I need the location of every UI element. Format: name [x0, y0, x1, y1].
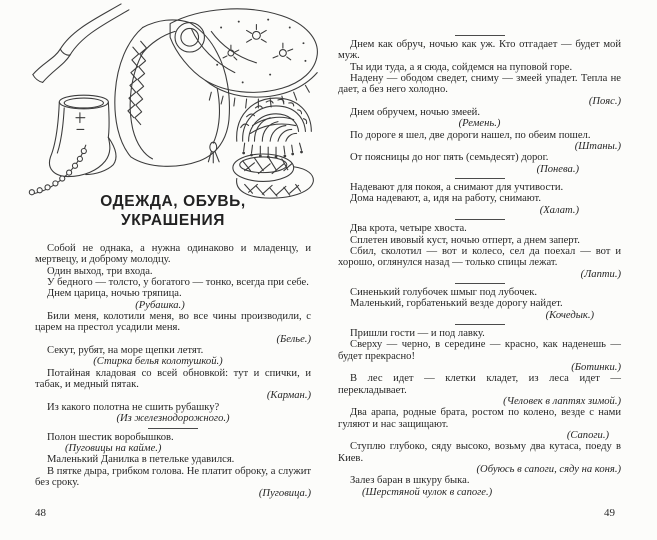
riddle-text: Били меня, колотили меня, во все чины производили, с царем на престол усадили меня. [35, 311, 311, 334]
divider-line [455, 178, 505, 179]
riddle-text: Сверху — черно, в середине — красно, как наденешь — будет прекрасно! [338, 339, 621, 362]
riddle-answer: (Шерстяной чулок в сапоге.) [362, 486, 493, 498]
riddle-answer: (Пуговица.) [258, 488, 311, 500]
riddle-text: Дома надевают, а, идя на работу, снимают. [350, 193, 542, 205]
riddle-text: Надевают для покоя, а снимают для учтивости. [350, 182, 564, 194]
riddle-answer: (Человек в лаптях зимой.) [503, 395, 621, 407]
divider-line [455, 283, 505, 284]
riddle-text: Днем как обруч, ночью как уж. Кто отгадает — будет мой муж. [338, 39, 621, 62]
riddle-text: Синенький голубочек шмыг под лубочек. [350, 286, 538, 298]
riddle-text: В пятке дыра, грибком голова. Не платит оброку, а служит без сроку. [35, 465, 311, 488]
clothing-illustration [22, 2, 330, 204]
riddle-text: Днем обручем, ночью змеей. [350, 107, 480, 119]
riddle-text: Пришли гости — и под лавку. [350, 327, 485, 339]
section-divider [338, 322, 621, 327]
riddle-answer: (Пуговицы на кайме.) [65, 442, 162, 454]
riddle-text: Сбил, сколотил — вот и колесо, сел да поехал — вот и хорошо, оглянулся назад — только спицы лежат. [338, 245, 621, 269]
kokoshnik-headdress-drawing [237, 98, 312, 158]
riddle-text: Залез баран в шкуру быка. [350, 475, 470, 487]
riddle-text: Надену — ободом сведет, сниму — змеей упадет. Тепла не дает, а без него холодно. [338, 73, 621, 96]
riddle-text: Сплетен ивовый куст, ночью отперт, а днем заперт. [350, 234, 580, 246]
left-page-text [35, 243, 311, 500]
page-number-right: 49 [604, 507, 615, 519]
riddle-text: У бедного — толсто, у богатого — тонко, всегда при себе. [47, 277, 309, 289]
riddle-text: Днем царица, ночью тряпица. [47, 288, 182, 300]
riddle-text: Потайная кладовая со всей обновкой: тут и спички, и табак, и медный пятак. [35, 367, 311, 391]
riddle-text: В лес идет — клетки кладет, из леса идет — перекладывает. [338, 373, 621, 396]
riddle-text: Ты иди туда, а я сюда, сойдемся на пуповой горе. [350, 61, 573, 73]
riddle-answer: (Кочедык.) [545, 309, 594, 321]
section-divider [338, 176, 621, 181]
riddle-text: Маленький Данилка в петельке удавился. [47, 454, 235, 466]
section-divider [338, 217, 621, 222]
riddle-answer: (Стирка белья колотушкой.) [93, 356, 223, 368]
section-divider [338, 33, 621, 38]
section-divider [35, 426, 311, 431]
riddle-answer: (Халат.) [539, 204, 579, 216]
divider-line [148, 428, 198, 429]
riddle-answer: (Обуюсь в сапоги, сяду на коня.) [476, 464, 621, 476]
riddle-text: От поясницы до ног пять (семьдесят) дорог. [350, 152, 549, 164]
divider-line [455, 219, 505, 220]
riddle-answer: (Белье.) [276, 333, 311, 345]
section-heading [35, 192, 311, 230]
riddle-answer: (Ремень.) [458, 118, 501, 130]
riddle-answer: (Ботинки.) [571, 361, 621, 373]
riddle-text: Один выход, три входа. [47, 265, 153, 277]
divider-line [455, 35, 505, 36]
riddle-text: Маленький, горбатенький везде дорогу найдет. [350, 298, 563, 310]
section-heading-line1: ОДЕЖДА, ОБУВЬ, [100, 193, 246, 210]
ribbon-sash-drawing [33, 4, 129, 82]
boot-drawing [49, 95, 116, 176]
riddle-answer: (Пояс.) [588, 95, 621, 107]
riddle-answer: (Рубашка.) [135, 299, 185, 311]
right-page-text [338, 32, 621, 498]
riddle-answer: (Из железнодорожного.) [116, 413, 230, 425]
riddle-answer: (Сапоги.) [566, 430, 609, 441]
riddle-text: Секут, рубят, на море щепки летят. [47, 345, 204, 357]
riddle-text: Два арапа, родные брата, ростом по колено, везде с нами гуляют и нас защищают. [338, 407, 621, 430]
riddle-answer: (Понева.) [536, 163, 579, 175]
riddle-text: По дороге я шел, две дороги нашел, по обеим пошел. [350, 129, 591, 141]
riddle-answer: (Карман.) [266, 390, 311, 402]
page-number-left: 48 [35, 507, 46, 519]
riddle-text: Собой не однака, а нужна одинаково и младенцу, и мертвецу, и доброму молодцу. [35, 243, 311, 266]
divider-line [455, 324, 505, 325]
riddle-text: Ступлю глубоко, сяду высоко, возьму два кутаса, поеду в Киев. [338, 441, 621, 464]
riddle-answer: (Лапти.) [580, 268, 621, 280]
section-heading-line2: УКРАШЕНИЯ [120, 212, 226, 229]
riddle-text: Из какого полотна не сшить рубашку? [47, 401, 220, 413]
riddle-text: Полон шестик воробышков. [47, 431, 174, 443]
riddle-text: Два крота, четыре хвоста. [350, 223, 467, 235]
riddle-answer: (Штаны.) [574, 141, 621, 153]
section-divider [338, 281, 621, 286]
